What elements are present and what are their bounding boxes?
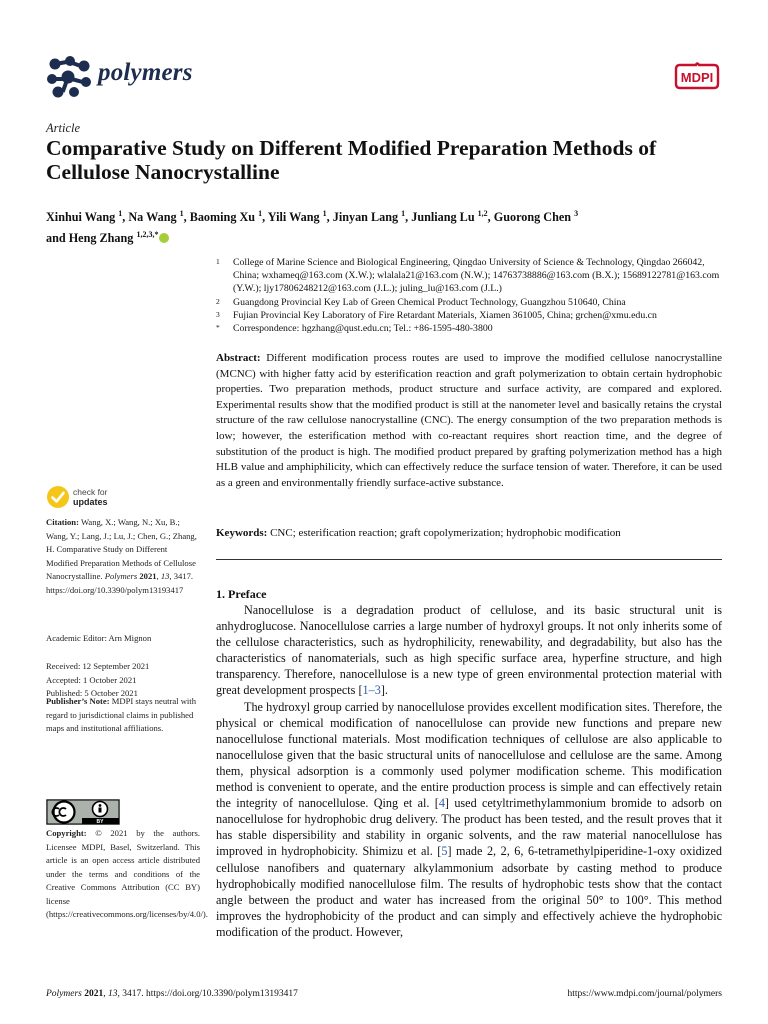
- keywords-text: CNC; esterification reaction; graft copolymerization; hydrophobic modification: [270, 527, 621, 539]
- footer-doi[interactable]: , 3417. https://doi.org/10.3390/polym13193417: [117, 989, 298, 999]
- paragraph-text: ] made 2, 2, 6, 6-tetramethylpiperidine-1-oxy oxidized cellulose nanofibers and quaternary alkylammonium adsorbate by casting method to produce hydrophobically modified nanocellulose film. The results of hydrophobic tests show that the contact angle between the product and water has increased from the original 50° to 100°. This method improves the hydrophobicity of the product and can simply and effectively achieve the hydrophobic modification of the product. However,: [216, 844, 722, 939]
- author-affil-sup: 1: [118, 209, 123, 218]
- affiliation-text: College of Marine Science and Biological Engineering, Qingdao University of Science & Technology, Qingdao 266042, China; wxhameq@163.com (X.W.); wlalala21@163.com (N.W.); 14763738886@163.com (B.X.); 15689122781@163.com (Y.W.); ljy17806248212@163.com (J.L.); juling_lu@163.com (J.L.): [233, 257, 720, 295]
- affiliation-item: [216, 256, 722, 296]
- cc-by-text: BY: [96, 819, 104, 825]
- section-heading: 1. Preface: [216, 587, 267, 601]
- mdpi-logo-text: MDPI: [680, 70, 714, 85]
- citation-volume: 13: [160, 571, 170, 581]
- affiliation-text: Correspondence: hgzhang@qust.edu.cn; Tel.: +86-1595-480-3800: [233, 323, 493, 335]
- affiliation-number: 3: [216, 309, 220, 319]
- author-name: Xinhui Wang: [46, 210, 116, 225]
- divider-line: [216, 559, 722, 560]
- citation-year: 2021: [139, 571, 157, 581]
- keywords: [216, 526, 722, 542]
- author-affil-sup: 1: [179, 209, 184, 218]
- copyright-label: Copyright:: [46, 828, 87, 838]
- body-paragraph: [216, 602, 722, 699]
- affiliation-number: *: [216, 323, 220, 333]
- paragraph-text: ].: [380, 683, 388, 698]
- publisher-note: [46, 695, 200, 736]
- affiliation-number: 2: [216, 296, 220, 306]
- author-name: Guorong Chen: [493, 210, 572, 225]
- check-for-updates-button[interactable]: [46, 485, 166, 511]
- author-affil-sup: 1: [322, 209, 327, 218]
- check-line-2: updates: [73, 496, 108, 507]
- author-name: Baoming Xu: [189, 210, 256, 225]
- author-list: Xinhui Wang $^1$, Na Wang $^1$, Baoming Xu $^1$, Yili Wang $^1$, Jinyan Lang $^1$, Junliang Lu $^{1,2}$, Guorong Chen $^3$ and Heng Zhang $^{1,2,3,*}$: [46, 209, 579, 246]
- publisher-note-text: MDPI stays neutral with regard to jurisdictional claims in published maps and institutional affiliations.: [46, 696, 196, 733]
- citation-link[interactable]: 1–3: [362, 683, 381, 698]
- keywords-label: Keywords:: [216, 527, 268, 539]
- citation-link[interactable]: 5: [441, 844, 448, 859]
- abstract-label: Abstract:: [216, 352, 261, 364]
- author-name: Junliang Lu: [411, 210, 475, 225]
- citation-link[interactable]: 4: [438, 796, 445, 811]
- affiliation-item: [216, 309, 722, 322]
- citation-doi[interactable]: , 3417. https://doi.org/10.3390/polym13193417: [46, 571, 194, 595]
- footer-volume: 13: [108, 989, 118, 999]
- footer-year: 2021: [84, 989, 104, 999]
- affiliation-number: 1: [216, 257, 220, 266]
- footer-citation: Polymers 2021, 13, 3417. https://doi.org/10.3390/polym13193417: [46, 989, 298, 999]
- publisher-note-label: Publisher’s Note:: [46, 696, 110, 706]
- body-text: [216, 602, 722, 940]
- author-name: Jinyan Lang: [332, 210, 399, 225]
- affiliation-item: [216, 296, 722, 309]
- affiliation-list: [216, 256, 722, 335]
- citation-text: Wang, X.; Wang, N.; Xu, B.; Wang, Y.; Lang, J.; Lu, J.; Chen, G.; Zhang, H. Comparative Study on Different Modified Preparation Methods of Cellulose Nanocrystalline.: [46, 517, 197, 581]
- mdpi-logo-icon[interactable]: [672, 62, 722, 92]
- citation-block: Citation: Wang, X.; Wang, N.; Xu, B.; Wang, Y.; Lang, J.; Lu, J.; Chen, G.; Zhang, H. Comparative Study on Different Modified Preparation Methods of Cellulose Nanocrystalline. Polymers 2021, 13, 3417. https://doi.org/10.3390/polym13193417: [46, 517, 197, 595]
- check-for-updates-icon: [46, 485, 70, 509]
- abstract-text: Different modification process routes are used to improve the modified cellulose nanocrystalline (MCNC) with higher fatty acid by esterification reaction and graft polymerization to obtain certain hydrophobic properties. Two preparation methods, product structure and surface activity, are compared and explored. Experimental results show that the modified product is still at the nanometer level and basically retains the crystal structure of the raw cellulose nanocrystalline (CNC). The energy consumption of the two preparation methods is low; however, the esterification method with co-reactant requires short reaction time, and the degree of substitution of the product is high. The modified product prepared by grafting polymerization method has a high HLB value and amphiphilicity, which can effectively reduce the surface tension of water. Therefore, it can be used as a green and environmentally friendly surface-active substance.: [216, 352, 722, 489]
- article-title: Comparative Study on Different Modified Preparation Methods of Cellulose Nanocrystalline: [46, 136, 657, 184]
- paragraph-text: ] used cetyltrimethylammonium bromide to adsorb on nanocellulose for hydrophobic drug delivery. The product has been tested, and the result proves that it has stable dispersibility and stability in organic solvents, and the raw material nanocellulose has improved in hydrophobicity. Shimizu et al. [: [216, 796, 722, 859]
- citation-journal: Polymers: [104, 571, 138, 581]
- affiliation-text: Guangdong Provincial Key Lab of Green Chemical Product Technology, Guangzhou 510640, China: [233, 296, 626, 308]
- footer-journal: Polymers: [46, 989, 82, 999]
- published-date: Published: 5 October 2021: [46, 688, 138, 698]
- check-line-1: check for: [73, 487, 108, 497]
- author-affil-sup: 1,2: [477, 209, 488, 218]
- polymers-logo-icon: [46, 55, 94, 99]
- affiliation-item: [216, 322, 722, 335]
- orcid-icon[interactable]: [159, 233, 169, 243]
- check-for-updates-label: [73, 488, 108, 507]
- author-affil-sup: 3: [574, 209, 579, 218]
- copyright-block: [46, 827, 208, 922]
- body-paragraph: [216, 699, 722, 940]
- author-name: Na Wang: [128, 210, 177, 225]
- author-name: Heng Zhang: [68, 231, 134, 246]
- citation-label: Citation:: [46, 517, 79, 527]
- footer-journal-url[interactable]: https://www.mdpi.com/journal/polymers: [567, 989, 722, 999]
- article-type: Article: [46, 121, 81, 135]
- copyright-text: © 2021 by the authors. Licensee MDPI, Basel, Switzerland. This article is an open access article distributed under the terms and conditions of the Creative Commons Attribution (CC BY) license (https://creativecommons.org/licenses/by/4.0/).: [46, 828, 208, 919]
- author-affil-sup: 1: [401, 209, 406, 218]
- page-header: [46, 55, 722, 99]
- academic-editor: Academic Editor: Arn Mignon: [46, 633, 152, 643]
- cc-by-license-icon[interactable]: [46, 799, 120, 825]
- abstract: [216, 351, 722, 491]
- journal-name: polymers: [98, 59, 193, 86]
- received-date: Received: 12 September 2021: [46, 661, 150, 671]
- paragraph-text: Nanocellulose is a degradation product of cellulose, and its basic structural unit is anhydroglucose. Nanocellulose carries a large number of hydroxyl groups. It not only inherits some of the cellulose characteristics, such as hydrophilicity, renewability, and degradability, but also has the characteristics of nanomaterials, such as high specific surface area, hyperfine structure, and high transparency. Therefore, nanocellulose is a new type of green environmental protection material with great development prospects [: [216, 603, 722, 698]
- accepted-date: Accepted: 1 October 2021: [46, 674, 137, 685]
- author-name: Yili Wang: [267, 210, 320, 225]
- paragraph-text: The hydroxyl group carried by nanocellulose provides excellent modification sites. Therefore, the physical or chemical modification of nanocellulose can provide new functions and prepare new nanocellulose functional materials. Most modification techniques of cellulose are also applicable to nanocellulose given that the basic structural units of nanocellulose and cellulose are the same. Among them, physical adsorption is a commonly used polymer modification scheme. This modification method is convenient to operate, and the entire production process is simple and can effectively retain the integrity of nanocellulose. Qing et al. [: [216, 699, 722, 811]
- affiliation-text: Fujian Provincial Key Laboratory of Fire Retardant Materials, Xiamen 361005, China; grchen@xmu.edu.cn: [233, 309, 657, 321]
- author-affil-sup: 1: [258, 209, 263, 218]
- author-affil-sup: 1,2,3,*: [136, 230, 159, 240]
